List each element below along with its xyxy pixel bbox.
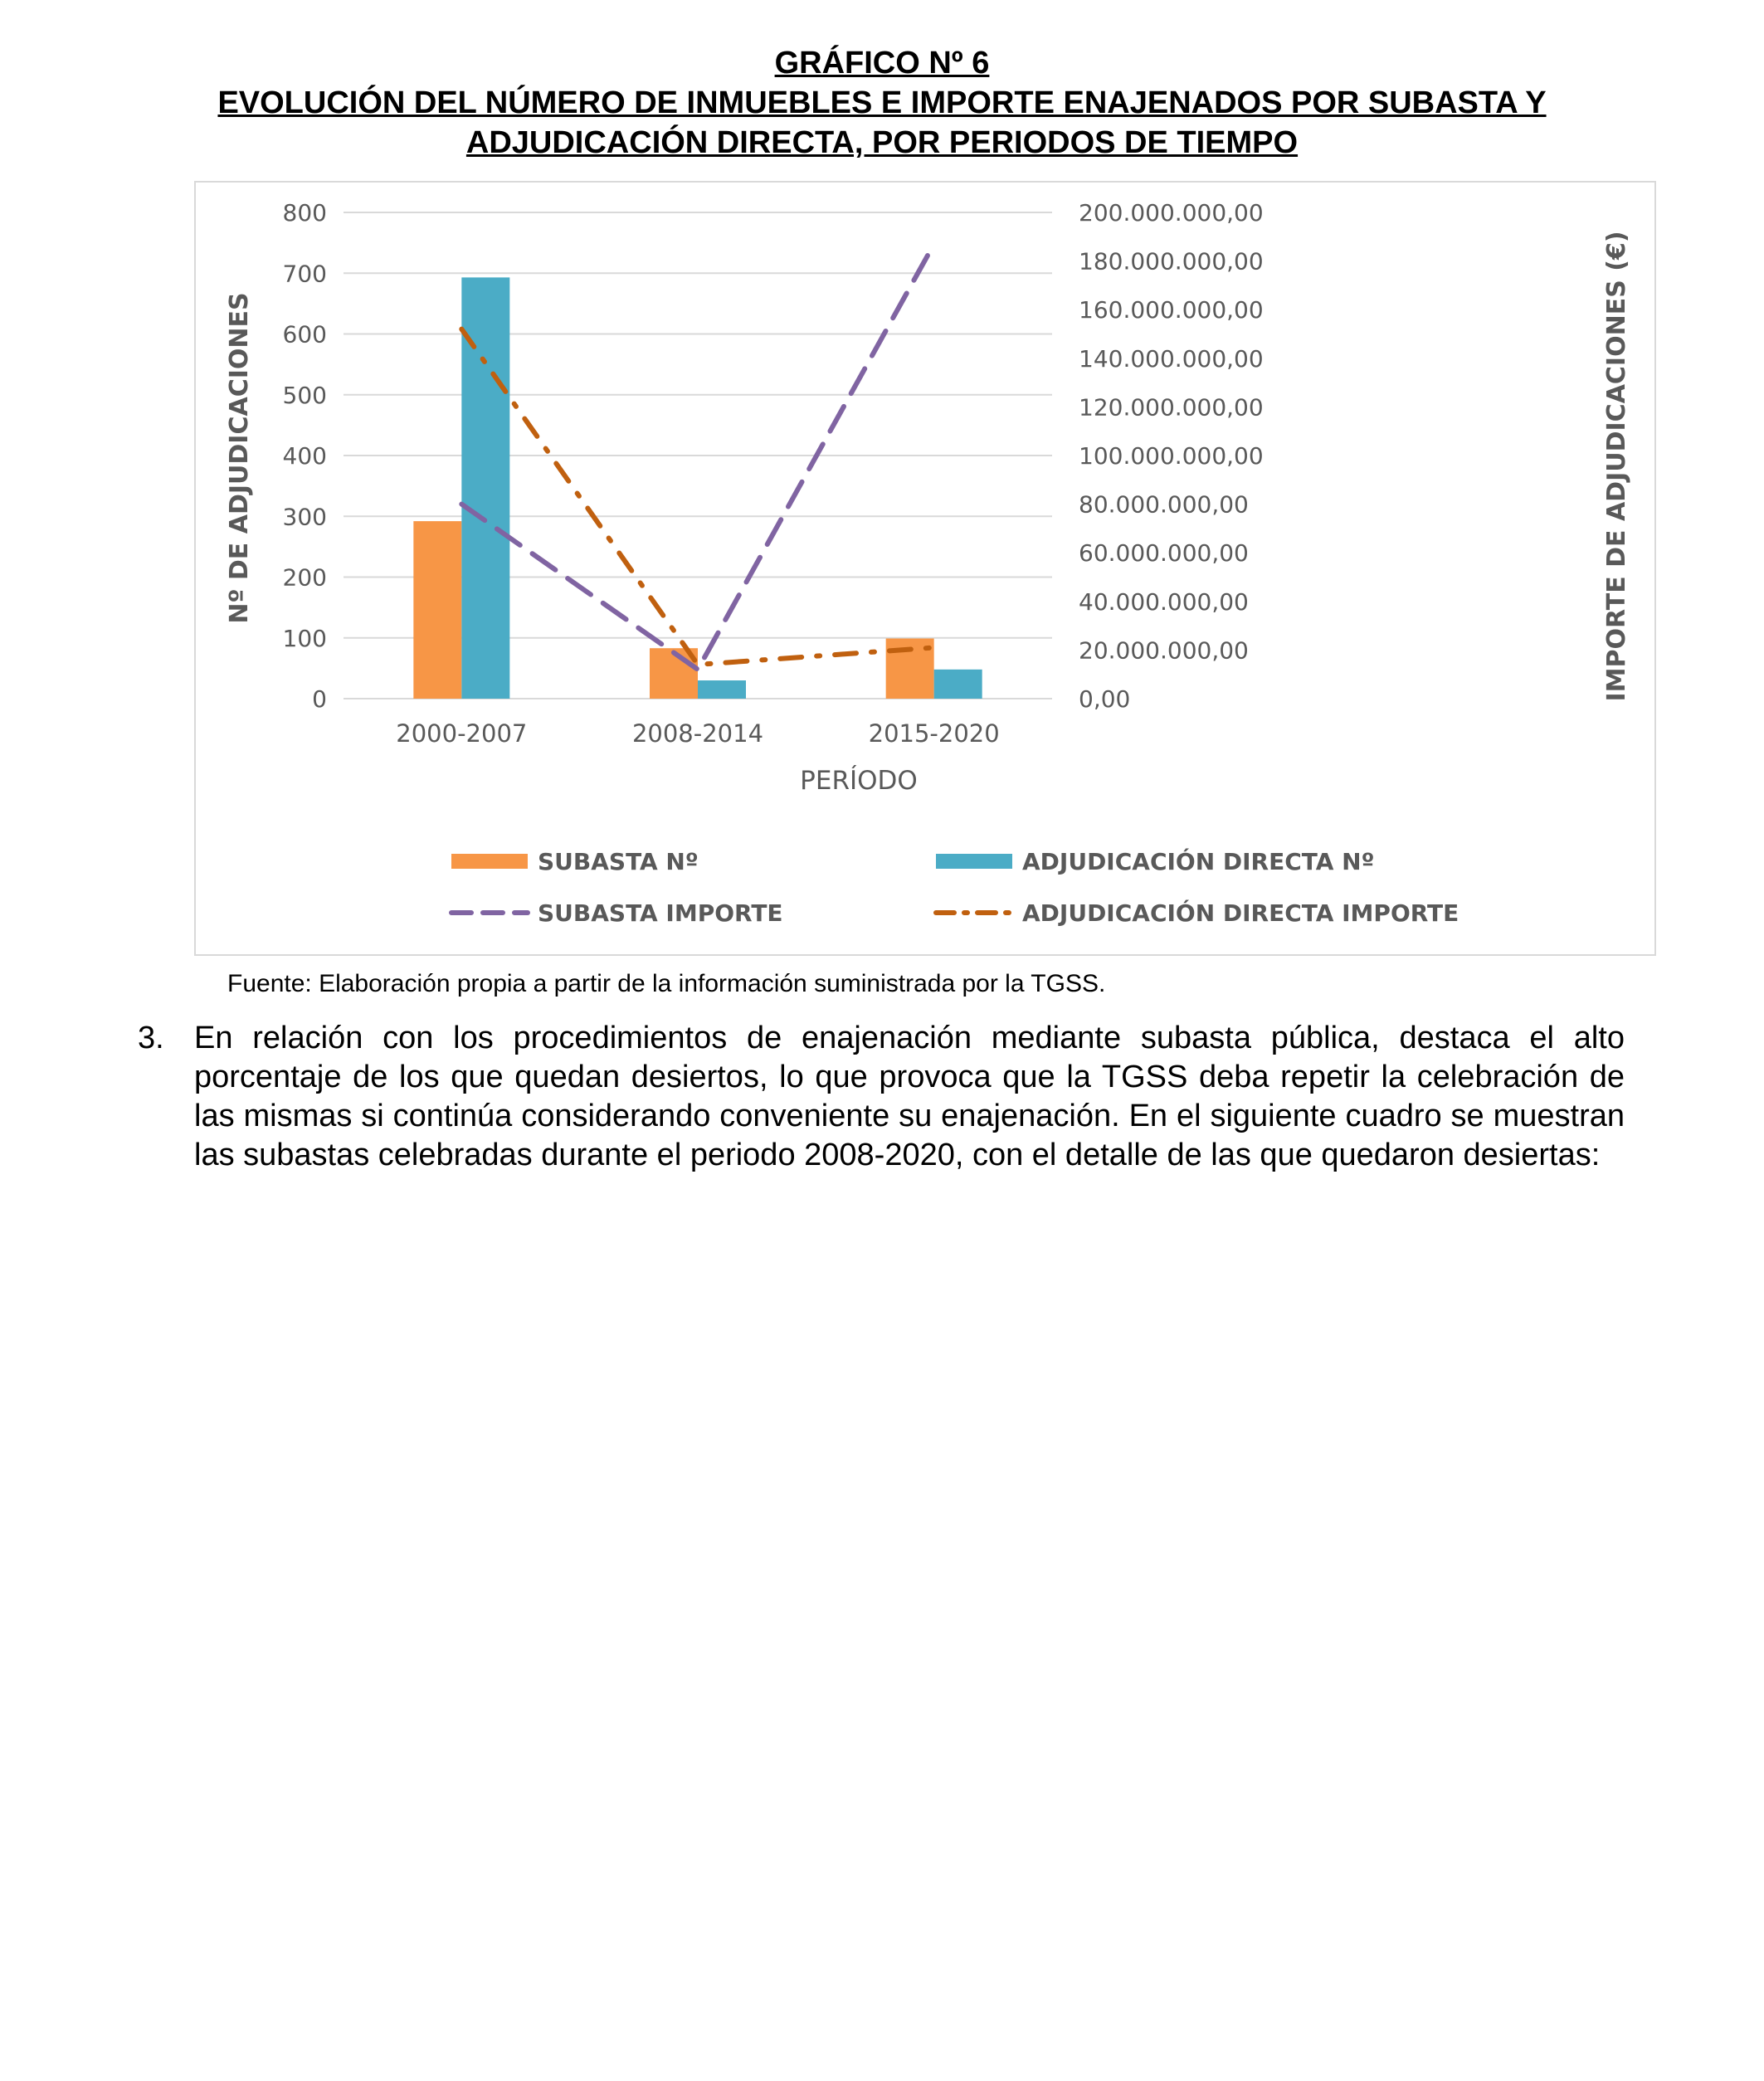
source-note: Fuente: Elaboración propia a partir de la información suministrada por la TGSS. [227, 970, 1106, 997]
y-right-tick-label: 160.000.000,00 [1079, 296, 1264, 324]
y-right-tick-label: 180.000.000,00 [1079, 247, 1264, 275]
y-left-tick-label: 300 [282, 503, 327, 531]
bar-adjudicacion-num [698, 680, 746, 699]
line-adjudicacion-importe [461, 329, 933, 665]
paragraph-text: En relación con los procedimientos de enajenación mediante subasta pública, destaca el alto porcentaje de los que quedan desiertos, lo que provoca que la TGSS deba repetir la celebración de las mismas si continúa considerando conveniente su enajenación. En el siguiente cuadro se muestran las subastas celebradas durante el periodo 2008-2020, con el detalle de las que quedaron desiertas: [194, 1021, 1625, 1172]
y-right-tick-label: 100.000.000,00 [1079, 442, 1264, 470]
legend-label: ADJUDICACIÓN DIRECTA IMPORTE [1022, 899, 1459, 927]
legend [451, 847, 1459, 927]
chart-title-line-2: ADJUDICACIÓN DIRECTA, POR PERIODOS DE TIEMPO [465, 125, 1299, 160]
y-left-tick-label: 400 [282, 442, 327, 470]
lines [461, 244, 933, 670]
bars [413, 277, 982, 699]
legend-label: SUBASTA IMPORTE [538, 899, 783, 927]
x-axis-title: PERÍODO [800, 766, 918, 796]
bar-adjudicacion-num [934, 670, 982, 699]
y-left-tick-label: 800 [282, 199, 327, 227]
paragraph-number: 3. [138, 1021, 164, 1055]
y-right-tick-label: 20.000.000,00 [1079, 636, 1249, 665]
y-left-tick-label: 500 [282, 381, 327, 409]
y-axis-left-title: Nº DE ADJUDICACIONES [225, 292, 254, 624]
y-left-tick-label: 100 [282, 624, 327, 652]
y-right-tick-label: 120.000.000,00 [1079, 393, 1264, 422]
y-right-tick-label: 60.000.000,00 [1079, 539, 1249, 568]
y-left-tick-label: 200 [282, 563, 327, 592]
y-left-tick-label: 0 [312, 685, 327, 713]
x-tick-label: 2000-2007 [396, 719, 528, 748]
y-left-tick-label: 600 [282, 320, 327, 348]
y-right-tick-label: 40.000.000,00 [1079, 587, 1249, 616]
bar-subasta-num [413, 521, 461, 699]
chart-number-title: GRÁFICO Nº 6 [774, 46, 990, 80]
x-tick-label: 2008-2014 [631, 719, 764, 748]
y-right-tick-label: 140.000.000,00 [1079, 344, 1264, 373]
combo-chart [194, 181, 1656, 956]
y-left-tick-label: 700 [282, 260, 327, 288]
y-right-tick-label: 80.000.000,00 [1079, 490, 1249, 519]
legend-swatch [451, 854, 528, 869]
legend-label: ADJUDICACIÓN DIRECTA Nº [1022, 848, 1375, 875]
chart-title-block [0, 43, 1764, 163]
x-tick-label: 2015-2020 [868, 719, 1000, 748]
legend-label: SUBASTA Nº [538, 848, 699, 875]
y-axis-right-title: IMPORTE DE ADJUDICACIONES (€) [1602, 231, 1631, 702]
line-subasta-importe [461, 244, 933, 670]
legend-swatch [936, 854, 1012, 869]
y-right-tick-label: 0,00 [1079, 685, 1131, 713]
y-right-tick-label: 200.000.000,00 [1079, 199, 1264, 227]
chart-title-line-1: EVOLUCIÓN DEL NÚMERO DE INMUEBLES E IMPORTE ENAJENADOS POR SUBASTA Y [217, 85, 1547, 120]
